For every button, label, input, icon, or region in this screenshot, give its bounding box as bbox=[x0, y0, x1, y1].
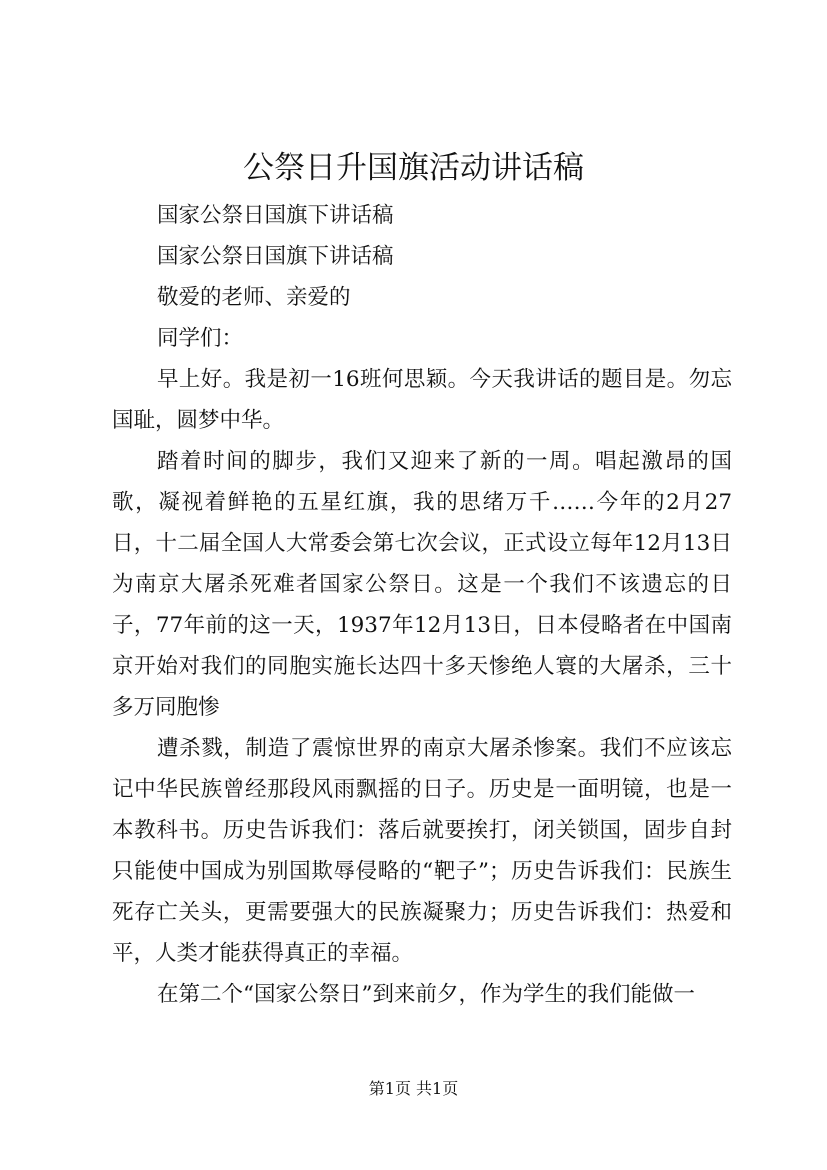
paragraph-body-1: 踏着时间的脚步，我们又迎来了新的一周。唱起激昂的国歌，凝视着鲜艳的五星红旗，我的思绪万千……今年的2月27日，十二届全国人大常委会第七次会议，正式设立每年12月13日为南京大屠杀死难者国家公祭日。这是一个我们不该遗忘的日子，77年前的这一天，1937年12月13日，日本侵略者在中国南京开始对我们的同胞实施长达四十多天惨绝人寰的大屠杀，三十多万同胞惨 bbox=[112, 449, 732, 720]
paragraph-body-3: 在第二个“国家公祭日”到来前夕，作为学生的我们能做一 bbox=[157, 982, 695, 1007]
page-footer: 第1页 共1页 bbox=[368, 1079, 459, 1098]
paragraph-salutation: 敬爱的老师、亲爱的 bbox=[157, 285, 351, 310]
paragraph-subtitle-1: 国家公祭日国旗下讲话稿 bbox=[157, 203, 394, 228]
paragraph-salutation-cont: 同学们： bbox=[157, 326, 244, 351]
paragraph-body-2: 遭杀戮，制造了震惊世界的南京大屠杀惨案。我们不应该忘记中华民族曾经那段风雨飘摇的日子。历史是一面明镜，也是一本教科书。历史告诉我们：落后就要挨打，闭关锁国，固步自封只能使中国成为别国欺辱侵略的“靶子”；历史告诉我们：民族生死存亡关头，更需要强大的民族凝聚力；历史告诉我们：热爱和平，人类才能获得真正的幸福。 bbox=[112, 736, 732, 966]
paragraph-subtitle-2: 国家公祭日国旗下讲话稿 bbox=[157, 244, 394, 269]
document-body bbox=[112, 195, 732, 1015]
paragraph-greeting: 早上好。我是初一16班何思颖。今天我讲话的题目是。勿忘国耻，圆梦中华。 bbox=[112, 367, 732, 433]
document-title: 公祭日升国旗活动讲话稿 bbox=[243, 150, 584, 186]
